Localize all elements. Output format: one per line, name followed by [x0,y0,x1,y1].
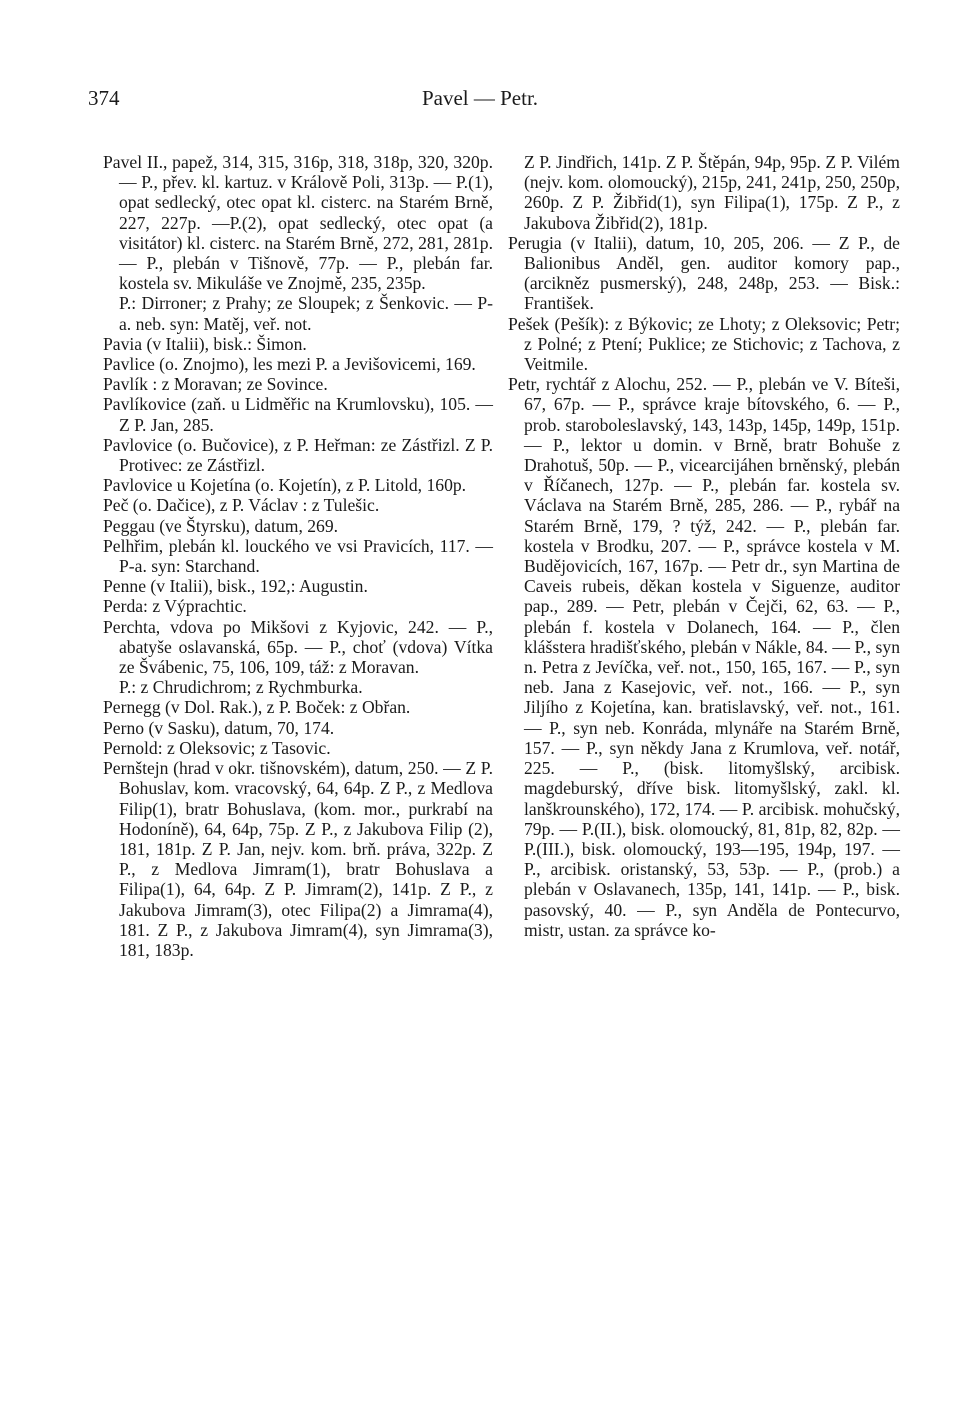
index-entry: Peggau (ve Štyrsku), datum, 269. [103,515,339,536]
index-entry: Z P. Jindřich, 141p. Z P. Štěpán, 94p, 95p. Z P. Vilém (nejv. kom. olomoucký), 215p, 241, 241p, 250, 250p, 260p. Z P. Žibřid(1), syn Filipa(1), 175p. Z P., z Jakubova Žibřid(2), 181p. [524,152,900,233]
index-entry: Pernštejn (hrad v okr. tišnovském), datum, 250. — Z P. Bohuslav, kom. vracovský, 64, 64p. Z P., z Medlova Filip(1), bratr Bohuslava, (kom. mor., purkrabí na Hodoníně), 64, 64p, 75p. Z P., z Jakubova Filip (2), 181, 181p. Z P. Jan, nejv. kom. brň. práva, 322p. Z P., z Medlova Jimram(1), bratr Bohuslava a Filipa(1), 64, 64p. Z P. Jimram(2), 141p. Z P., z Jakubova Jimram(3), otec Filipa(2) a Jimrama(4), 181. Z P., z Jakubova Jimram(4), syn Jimrama(3), 181, 183p. [103,758,493,960]
index-entry: Perugia (v Italii), datum, 10, 205, 206. — Z P., de Balionibus Anděl, gen. auditor komory pap., (arcikněz pusmerský), 248, 248p, 253. — Bisk.: František. [508,232,900,314]
index-entry: Pešek (Pešík): z Býkovic; ze Lhoty; z Oleksovic; Petr; z Polné; z Ptení; Puklice; ze Stichovic; z Tachova, z Veitmile. [508,313,900,375]
index-entry: P.: z Chrudichrom; z Rychmburka. [119,677,363,698]
index-entry: Pavlík : z Moravan; ze Sovince. [103,374,328,395]
index-entry: Pavlovice u Kojetína (o. Kojetín), z P. Litold, 160p. [103,475,467,496]
right-column [508,152,900,940]
index-entry: Pavlovice (o. Bučovice), z P. Heřman: ze Zástřizl. Z P. Protivec: ze Zástřizl. [103,434,493,476]
index-entry: Perda: z Výprachtic. [103,596,247,617]
index-entry: Pavlice (o. Znojmo), les mezi P. a Jevišovicemi, 169. [103,354,476,375]
page-number: 374 [88,86,120,110]
index-entry: Pernegg (v Dol. Rak.), z P. Boček: z Obřan. [103,697,411,718]
running-head: Pavel — Petr. [421,86,539,110]
index-entry: Pavia (v Italii), bisk.: Šimon. [103,333,307,354]
index-entry: Perchta, vdova po Mikšovi z Kyjovic, 242. — P., abatyše oslavanská, 65p. — P., choť (vdova) Vítka ze Švábenic, 75, 106, 109, táž: z Moravan. [103,616,493,678]
index-entry: P.: Dirroner; z Prahy; ze Sloupek; z Šenkovic. — P-a. neb. syn: Matěj, veř. not. [119,293,493,334]
left-column [103,152,493,960]
index-entry: Peč (o. Dačice), z P. Václav : z Tulešic. [103,495,380,516]
index-entry: Pavel II., papež, 314, 315, 316p, 318, 318p, 320, 320p. — P., přev. kl. kartuz. v Králově Poli, 313p. — P.(1), opat sedlecký, otec opat kl. cisterc. na Starém Brně, 227, 227p. —P.(2), opat sedlecký, otec opat (a visitátor) kl. cisterc. na Starém Brně, 272, 281, 281p. — P., plebán v Tišnově, 77p. — P., plebán far. kostela sv. Mikuláše ve Znojmě, 235, 235p. [103,152,493,294]
index-entry: Petr, rychtář z Alochu, 252. — P., plebán ve V. Bíteši, 67, 67p. — P., správce kraje bítovského, 6. — P., prob. staroboleslavský, 143, 143p, 145p, 149p, 151p. — P., lektor u domin. v Brně, bratr Bohuše z Drahotuš, 50p. — P., vicearcijáhen brněnský, plebán v Říčanech, 127p. — P., plebán far. kostela sv. Václava na Starém Brně, 285, 286. — P., rybář na Starém Brně, 179, ? týž, 242. — P., plebán far. kostela v Brodku, 207. — P., správce kostela v M. Budějovicích, 167, 167p. — Petr dr., syn Martina de Caveis rubeis, děkan kostela v Siguenze, auditor pap., 289. — Petr, plebán v Čejči, 62, 63. — P., plebán f. kostela v Dolanech, 164. — P., člen klášstera hradišťského, plebán v Nákle, 84. — P., syn n. Petra z Jevíčka, veř. not., 150, 165, 167. — P., syn neb. Jana z Kasejovic, veř. not., 166. — P., syn Jiljího z Kojetína, kan. bratislavský, veř. not., 161. — P., syn neb. Konráda, mlynáře na Starém Brně, 157. — P., syn někdy Jana z Krumlova, veř. notář, 225. — P., (bisk. litomyšlský, arcibisk. magdeburský, dříve bisk. litomyšlský, zakl. kl. lanškrounského), 172, 174. — P. arcibisk. mohučský, 79p. — P.(II.), bisk. olomoucký, 81, 81p, 82, 82p. — P.(III.), bisk. olomoucký, 193—195, 194p, 197. — P., arcibisk. oristanský, 53, 53p. — P., (prob.) a plebán v Oslavanech, 135p, 141, 141p. — P., bisk. pasovský, 40. — P., syn Anděla de Pontecurvo, mistr, ustan. za správce ko- [508,374,900,940]
index-entry: Pernold: z Oleksovic; z Tasovic. [103,737,331,758]
index-entry: Pelhřim, plebán kl. louckého ve vsi Pravicích, 117. — P-a. syn: Starchand. [103,535,493,577]
index-entry: Pavlíkovice (zaň. u Lidměřic na Krumlovsku), 105. — Z P. Jan, 285. [103,394,493,435]
index-entry: Perno (v Sasku), datum, 70, 174. [103,717,335,738]
index-entry: Penne (v Italii), bisk., 192,: Augustin. [103,576,368,597]
page-header [0,86,960,116]
